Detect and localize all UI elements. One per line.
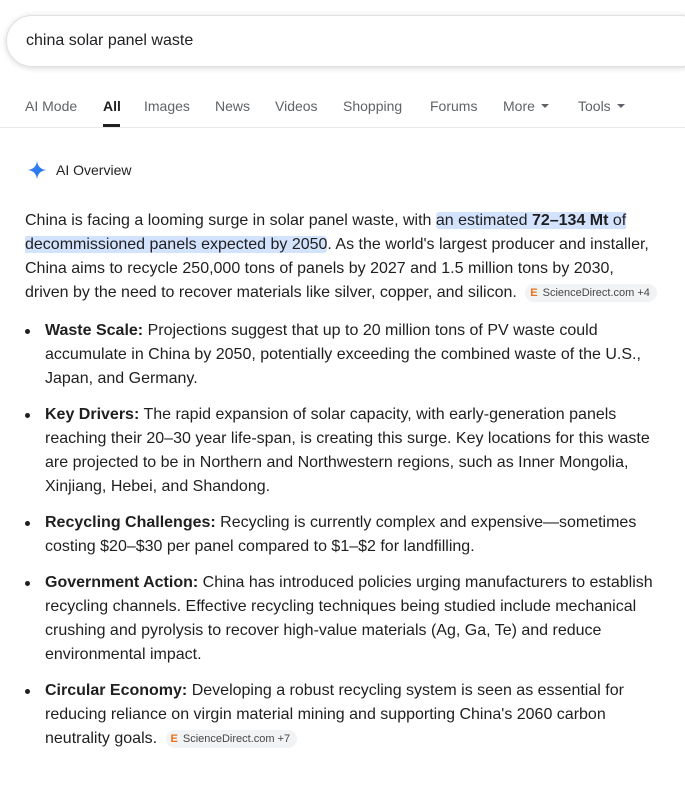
bullet-text: Developing a robust recycling system is seen as essential for reducing reliance on virgin material mining and supporting China's 2060 carbon neutrality goals. — [45, 682, 624, 747]
tab-tools-label: Tools — [578, 98, 611, 114]
source-chip[interactable] — [525, 284, 657, 302]
intro-paragraph — [25, 209, 657, 305]
tab-ai-mode[interactable]: AI Mode — [25, 98, 78, 114]
highlight-bold: 72–134 Mt — [531, 212, 609, 229]
tab-more[interactable] — [503, 98, 549, 114]
bullet-text: The rapid expansion of solar capacity, with early-generation panels reaching their 20–30 year life-span, is creating this surge. Key locations for this waste are projected to be in Northern and Northwestern regions, such as Inner Mongolia, Xinjiang, Hebei, and Shandong. — [45, 406, 650, 495]
sparkle-icon — [27, 160, 47, 180]
tab-all[interactable]: All — [103, 98, 121, 114]
list-item — [25, 403, 657, 499]
tab-news[interactable]: News — [215, 98, 251, 114]
list-item — [25, 319, 657, 391]
tab-shopping[interactable]: Shopping — [343, 98, 403, 114]
tab-videos[interactable]: Videos — [275, 98, 318, 114]
intro-text: China is facing a looming surge in solar panel waste, with — [25, 212, 436, 229]
tab-forums[interactable]: Forums — [430, 98, 478, 114]
list-item — [25, 571, 657, 667]
active-tab-indicator — [103, 124, 120, 127]
list-item — [25, 511, 657, 559]
caret-down-icon — [617, 104, 625, 108]
sciencedirect-favicon-icon: E — [530, 287, 538, 299]
bullet-title: Waste Scale: — [45, 322, 144, 339]
highlight-pre: an estimated — [435, 212, 532, 229]
bullet-title: Government Action: — [45, 574, 199, 591]
ai-overview-body — [25, 209, 657, 763]
key-points-list — [25, 319, 657, 751]
tab-tools[interactable] — [578, 98, 625, 114]
tab-images[interactable]: Images — [144, 98, 190, 114]
bullet-text: China has introduced policies urging manufacturers to establish recycling channels. Effective recycling techniques being studied include mechanical crushing and pyrolysis to recover high-value materials (Ag, Ga, Te) and reduce environmental impact. — [45, 574, 653, 663]
tab-more-label: More — [503, 98, 535, 114]
search-query-text: china solar panel waste — [26, 32, 194, 49]
source-chip[interactable] — [166, 730, 298, 748]
bullet-title: Key Drivers: — [45, 406, 140, 423]
source-more-count: +7 — [277, 733, 291, 745]
highlight-post: of decommissioned panels expected by 2050 — [25, 212, 627, 253]
bullet-text: Recycling is currently complex and expensive—sometimes costing $20–$30 per panel compared to $1–$2 for landfilling. — [45, 514, 637, 555]
bullet-text: Projections suggest that up to 20 million tons of PV waste could accumulate in China by 2050, potentially exceeding the combined waste of the U.S., Japan, and Germany. — [45, 322, 641, 387]
sciencedirect-favicon-icon: E — [170, 733, 178, 745]
ai-overview-title: AI Overview — [56, 162, 132, 178]
list-item — [25, 679, 657, 751]
intro-text-after: . As the world's largest producer and installer, China aims to recycle 250,000 tons of panels by 2027 and 1.5 million tons by 2030, driven by the need to recover materials like silver, copper, and silicon. — [25, 236, 649, 301]
source-name: ScienceDirect.com — [542, 287, 635, 299]
bullet-title: Recycling Challenges: — [45, 514, 216, 531]
bullet-title: Circular Economy: — [45, 682, 188, 699]
search-tabs-bar — [0, 82, 685, 128]
caret-down-icon — [541, 104, 549, 108]
source-name: ScienceDirect.com — [182, 733, 275, 745]
search-input[interactable] — [6, 15, 685, 67]
ai-overview-header — [27, 160, 131, 180]
source-more-count: +4 — [637, 287, 650, 299]
